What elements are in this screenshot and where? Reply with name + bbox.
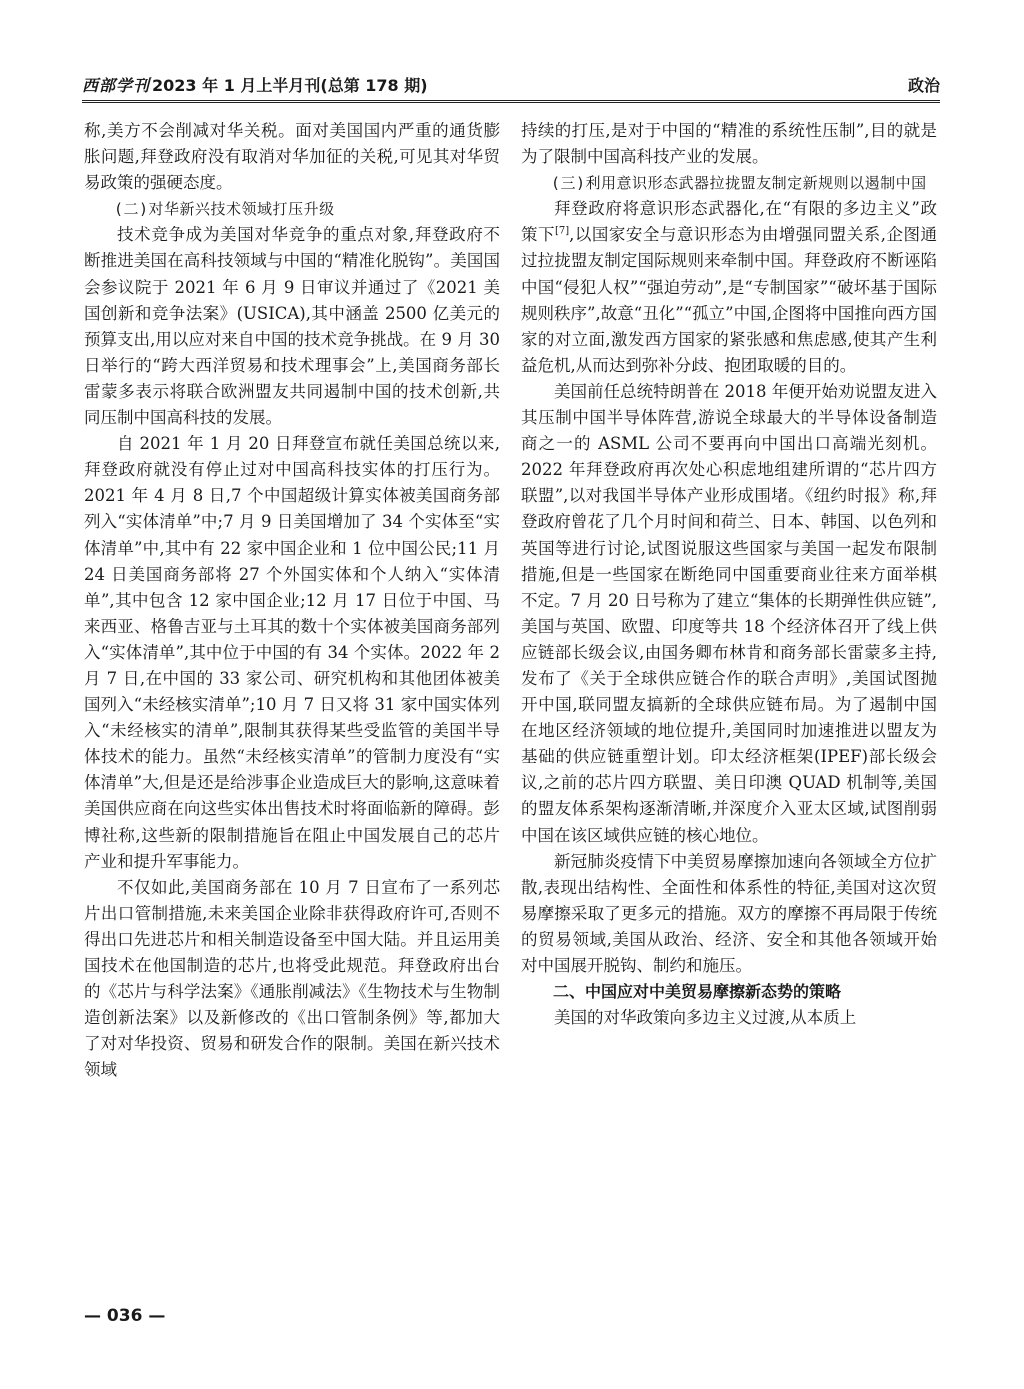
paragraph	[521, 196, 937, 379]
subsection-heading: (三)利用意识形态武器拉拢盟友制定新规则以遏制中国	[551, 174, 927, 193]
journal-logo: 西部学刊	[82, 76, 151, 95]
section-label: 政治	[907, 76, 940, 95]
paragraph: 持续的打压,是对于中国的“精准的系统性压制”,目的就是为了限制中国高科技产业的发展。	[521, 121, 937, 167]
section-heading: 二、中国应对中美贸易摩擦新态势的策略	[553, 982, 842, 1002]
subsection-heading: (二)对华新兴技术领域打压升级	[114, 200, 335, 219]
paragraph-text: 拜登政府将意识形态武器化,在“有限的多边主义”政策下	[521, 199, 937, 245]
paragraph: 美国前任总统特朗普在 2018 年便开始劝说盟友进入其压制中国半导体阵营,游说全球最大的半导体设备制造商之一的 ASML 公司不要再向中国出口高端光刻机。2022 年拜登政府再次处心积虑地组建所谓的“芯片四方联盟”,以对我国半导体产业形成围堵。《纽约时报》称,拜登政府曾花了几个月时间和荷兰、日本、韩国、以色列和英国等进行讨论,试图说服这些国家与美国一起发布限制措施,但是一些国家在断绝同中国重要商业往来方面举棋不定。7 月 20 日号称为了建立“集体的长期弹性供应链”,美国与英国、欧盟、印度等共 18 个经济体召开了线上供应链部长级会议,由国务卿布林肯和商务部长雷蒙多主持,发布了《关于全球供应链合作的联合声明》,美国试图抛开中国,联同盟友搞新的全球供应链布局。为了遏制中国在地区经济领域的地位提升,美国同时加速推进以盟友为基础的供应链重塑计划。印太经济框架(IPEF)部长级会议,之前的芯片四方联盟、美日印澳 QUAD 机制等,美国的盟友体系架构逐渐清晰,并深度介入亚太区域,试图削弱中国在该区域供应链的核心地位。	[521, 381, 937, 845]
page-number: — 036 —	[84, 1306, 166, 1326]
running-header	[82, 66, 940, 103]
paragraph: 称,美方不会削减对华关税。面对美国国内严重的通货膨胀问题,拜登政府没有取消对华加征的关税,可见其对华贸易政策的强硬态度。	[84, 121, 500, 193]
citation-ref: [7]	[555, 225, 570, 237]
right-column	[521, 118, 937, 1031]
left-column	[84, 118, 500, 1083]
paragraph-text: ,以国家安全与意识形态为由增强同盟关系,企图通过拉拢盟友制定国际规则来牵制中国。拜登政府不断诬陷中国“侵犯人权”“强迫劳动”,是“专制国家”“破坏基于国际规则秩序”,故意“丑化”“孤立”中国,企图将中国推向西方国家的对立面,激发西方国家的紧张感和焦虑感,使其产生利益危机,从而达到弥补分歧、抱团取暖的目的。	[521, 225, 938, 375]
paragraph: 不仅如此,美国商务部在 10 月 7 日宣布了一系列芯片出口管制措施,未来美国企业除非获得政府许可,否则不得出口先进芯片和相关制造设备至中国大陆。并且运用美国技术在他国制造的芯片,也将受此规范。拜登政府出台的《芯片与科学法案》《通胀削减法》《生物技术与生物制造创新法案》以及新修改的《出口管制条例》等,都加大了对对华投资、贸易和研发合作的限制。美国在新兴技术领域	[84, 877, 500, 1080]
paragraph: 技术竞争成为美国对华竞争的重点对象,拜登政府不断推进美国在高科技领域与中国的“精准化脱钩”。美国国会参议院于 2021 年 6 月 9 日审议并通过了《2021 美国创新和竞争法案》(USICA),其中涵盖 2500 亿美元的预算支出,用以应对来自中国的技术竞争挑战。在 9 月 30 日举行的“跨大西洋贸易和技术理事会”上,美国商务部长雷蒙多表示将联合欧洲盟友共同遏制中国的技术创新,共同压制中国高科技的发展。	[84, 225, 500, 428]
issue-info: 2023 年 1 月上半月刊(总第 178 期)	[152, 76, 428, 95]
paragraph: 美国的对华政策向多边主义过渡,从本质上	[554, 1008, 857, 1028]
paragraph: 新冠肺炎疫情下中美贸易摩擦加速向各领域全方位扩散,表现出结构性、全面性和体系性的特征,美国对这次贸易摩擦采取了更多元的措施。双方的摩擦不再局限于传统的贸易领域,美国从政治、经济、安全和其他各领域开始对中国展开脱钩、制约和施压。	[521, 851, 937, 975]
header-left	[82, 73, 428, 96]
paragraph: 自 2021 年 1 月 20 日拜登宣布就任美国总统以来,拜登政府就没有停止过对中国高科技实体的打压行为。2021 年 4 月 8 日,7 个中国超级计算实体被美国商务部列入“实体清单”中;7 月 9 日美国增加了 34 个实体至“实体清单”中,其中有 22 家中国企业和 1 位中国公民;11 月 24 日美国商务部将 27 个外国实体和个人纳入“实体清单”,其中包含 12 家中国企业;12 月 17 日位于中国、马来西亚、格鲁吉亚与土耳其的数十个实体被美国商务部列入“实体清单”,其中位于中国的有 34 个实体。2022 年 2 月 7 日,在中国的 33 家公司、研究机构和其他团体被美国列入“未经核实清单”;10 月 7 日又将 31 家中国实体列入“未经核实的清单”,限制其获得某些受监管的美国半导体技术的能力。虽然“未经核实清单”的管制力度没有“实体清单”大,但是还是给涉事企业造成巨大的影响,这意味着美国供应商在向这些实体出售技术时将面临新的障碍。彭博社称,这些新的限制措施旨在阻止中国发展自己的芯片产业和提升军事能力。	[84, 434, 500, 871]
